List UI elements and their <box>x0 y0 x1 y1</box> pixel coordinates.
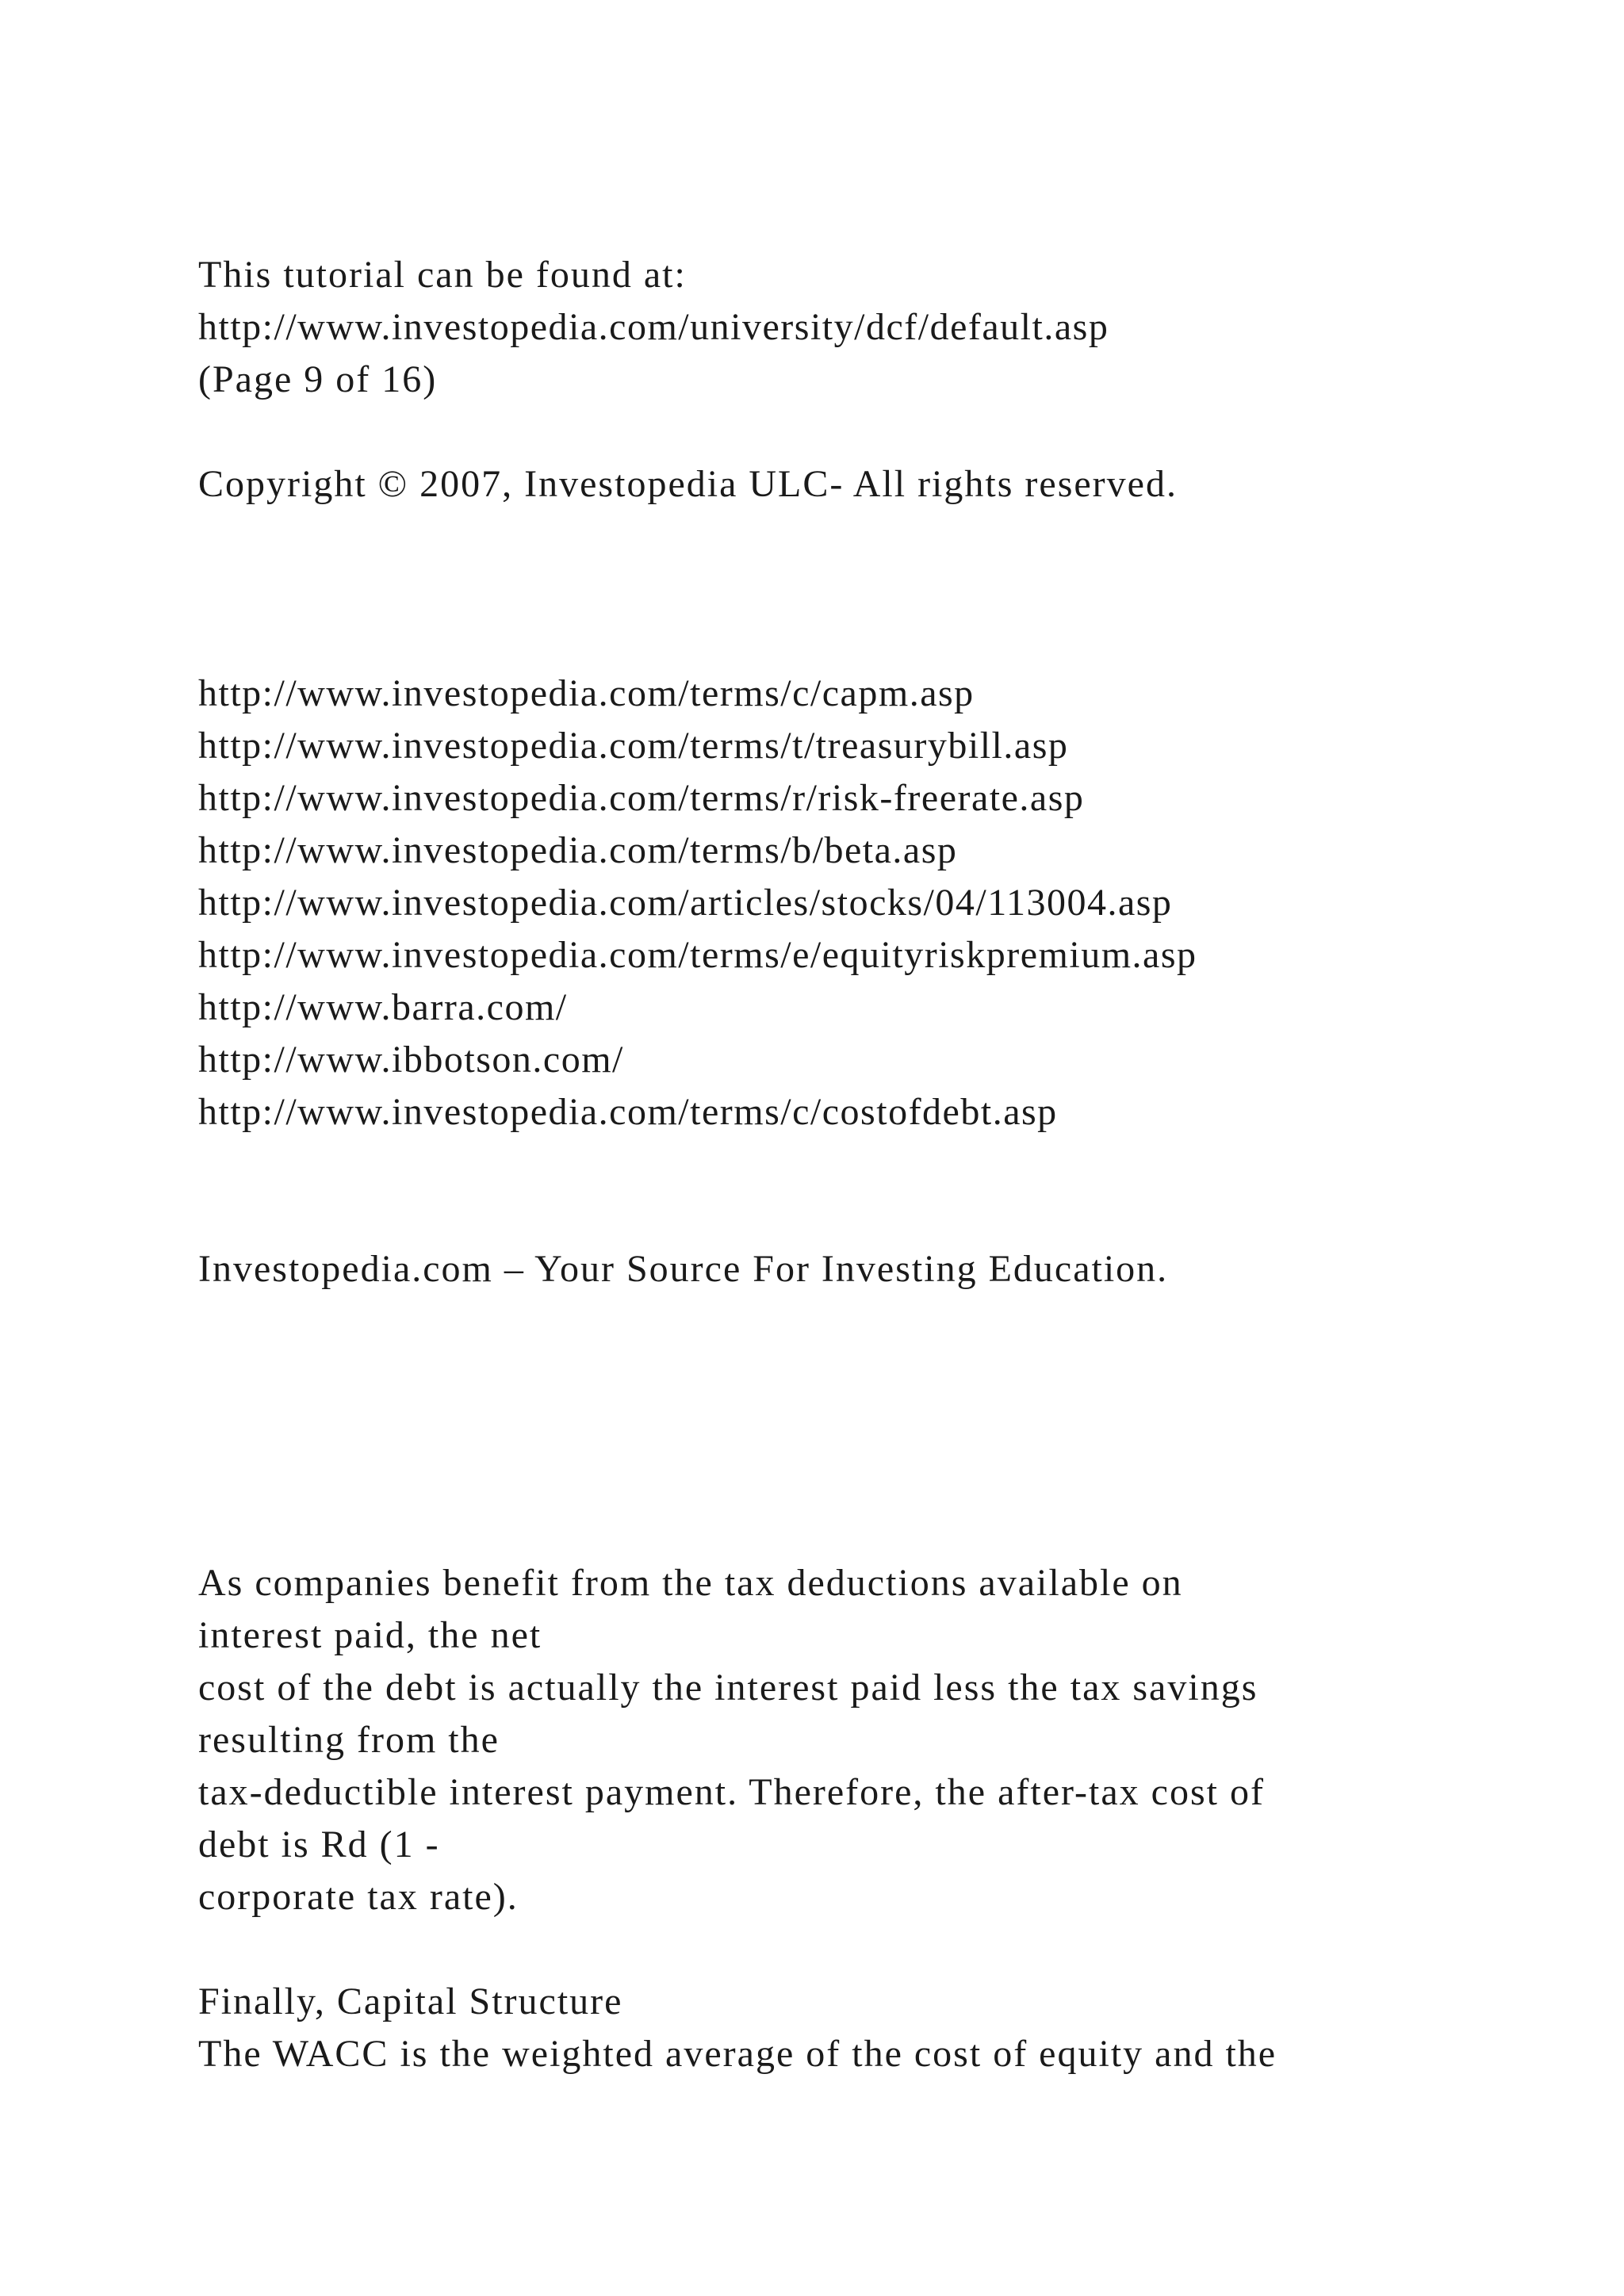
copyright-notice: Copyright © 2007, Investopedia ULC- All rights reserved. <box>198 463 1178 505</box>
tutorial-url[interactable]: http://www.investopedia.com/university/dcf/default.asp <box>198 306 1109 348</box>
body-line: corporate tax rate). <box>198 1876 519 1918</box>
link-ibbotson[interactable]: http://www.ibbotson.com/ <box>198 1039 624 1081</box>
link-equity-risk-premium[interactable]: http://www.investopedia.com/terms/e/equityriskpremium.asp <box>198 934 1197 976</box>
found-at-text: This tutorial can be found at: <box>198 254 687 296</box>
body-line: tax-deductible interest payment. Therefore, the after-tax cost of <box>198 1771 1265 1813</box>
section-heading: Finally, Capital Structure <box>198 1980 623 2022</box>
link-capm[interactable]: http://www.investopedia.com/terms/c/capm.asp <box>198 672 975 714</box>
link-article-113004[interactable]: http://www.investopedia.com/articles/stocks/04/113004.asp <box>198 882 1173 924</box>
link-beta[interactable]: http://www.investopedia.com/terms/b/beta.asp <box>198 829 958 871</box>
link-barra[interactable]: http://www.barra.com/ <box>198 986 568 1028</box>
tagline: Investopedia.com – Your Source For Investing Education. <box>198 1248 1169 1290</box>
body-line: debt is Rd (1 - <box>198 1823 440 1866</box>
body-line: cost of the debt is actually the interest paid less the tax savings <box>198 1667 1258 1709</box>
body-line: interest paid, the net <box>198 1614 542 1656</box>
link-cost-of-debt[interactable]: http://www.investopedia.com/terms/c/costofdebt.asp <box>198 1091 1058 1133</box>
section-body-line: The WACC is the weighted average of the cost of equity and the <box>198 2033 1277 2075</box>
page-indicator: (Page 9 of 16) <box>198 358 438 400</box>
body-line: As companies benefit from the tax deductions available on <box>198 1562 1183 1604</box>
link-risk-free-rate[interactable]: http://www.investopedia.com/terms/r/risk-freerate.asp <box>198 777 1085 819</box>
body-line: resulting from the <box>198 1719 500 1761</box>
link-treasurybill[interactable]: http://www.investopedia.com/terms/t/treasurybill.asp <box>198 725 1069 767</box>
